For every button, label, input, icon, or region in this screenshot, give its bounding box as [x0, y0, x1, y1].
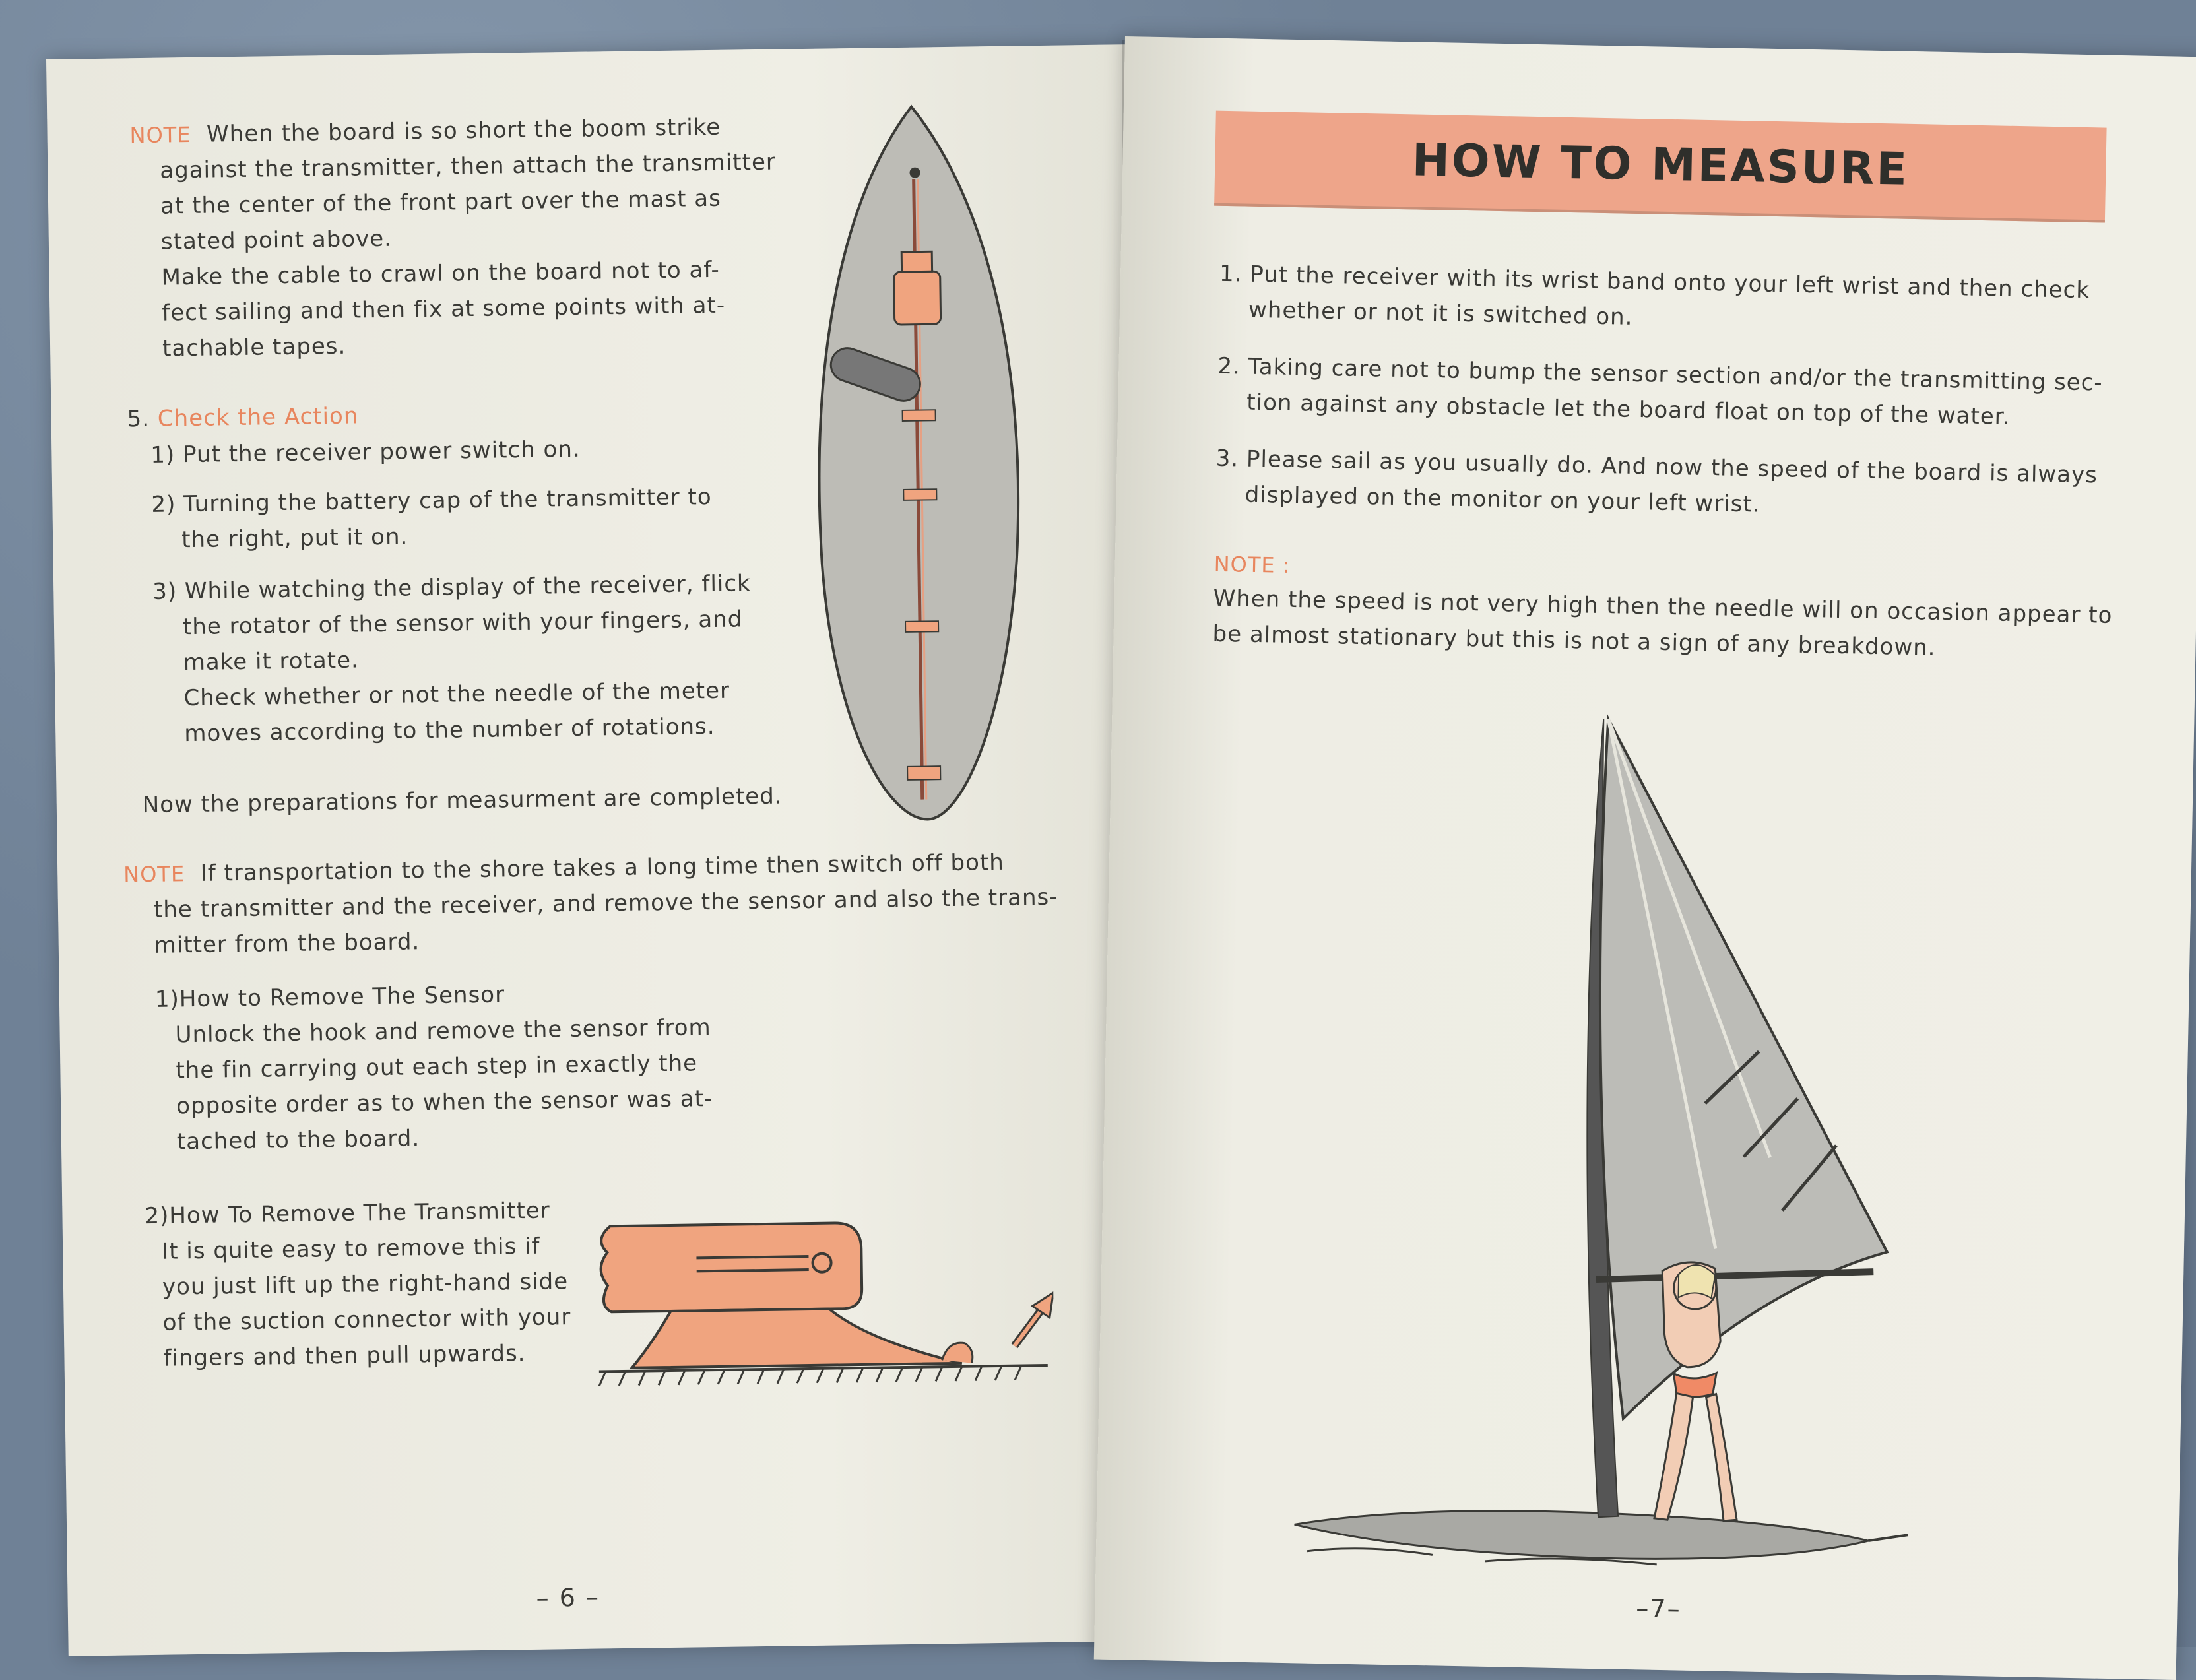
note1-line-1: against the transmitter, then attach the transmitter [160, 148, 777, 184]
remove-sensor-line-3: tached to the board. [176, 1125, 420, 1155]
note2-line-0: NOTE If transportation to the shore takes a long time then switch off both [123, 849, 1005, 888]
step-1-line-0: 1. Put the receiver with its wrist band onto your left wrist and then check [1219, 260, 2090, 304]
note1-line-5: fect sailing and then fix at some points with at- [162, 292, 726, 327]
step5-heading: 5. Check the Action [127, 403, 359, 433]
step5-item-3-line-3: Check whether or not the needle of the meter [183, 677, 730, 712]
step5-item-3-line-4: moves according to the number of rotations. [184, 713, 715, 748]
right-note-label: NOTE : [1213, 551, 1291, 578]
note2-label: NOTE [123, 861, 185, 888]
step5-item-3-line-2: make it rotate. [183, 647, 360, 676]
note1-line-0: NOTE When the board is so short the boom strike [129, 113, 721, 148]
left-page [46, 44, 1157, 1656]
remove-transmitter-title: 2)How To Remove The Transmitter [145, 1197, 550, 1230]
remove-transmitter-line-1: you just lift up the right-hand side [162, 1268, 569, 1301]
remove-transmitter-line-2: of the suction connector with your [162, 1304, 571, 1336]
step-3-line-1: displayed on the monitor on your left wrist. [1244, 481, 1760, 518]
note1-line-6: tachable tapes. [162, 333, 346, 362]
transmitter-suction-illustration [590, 1207, 1054, 1411]
step-3-line-0: 3. Please sail as you usually do. And now the speed of the board is always [1215, 445, 2098, 489]
windsurfer-illustration [1287, 699, 1977, 1609]
step5-item-3-line-0: 3) While watching the display of the receiver, flick [152, 570, 751, 605]
note2-line-1: the transmitter and the receiver, and remove the sensor and also the trans- [153, 884, 1058, 923]
remove-sensor-title: 1)How to Remove The Sensor [154, 981, 505, 1013]
step5-item-3-line-1: the rotator of the sensor with your fingers, and [182, 606, 743, 641]
step-2-line-1: tion against any obstacle let the board float on top of the water. [1246, 389, 2011, 430]
step-1-line-1: whether or not it is switched on. [1248, 296, 1633, 331]
note2-line-2: mitter from the board. [154, 928, 420, 959]
step5-item-1: 1) Put the receiver power switch on. [150, 436, 581, 468]
right-page [1094, 36, 2196, 1680]
step-2-line-0: 2. Taking care not to bump the sensor section and/or the transmitting sec- [1217, 352, 2104, 397]
note1-label: NOTE [129, 121, 191, 148]
note1-line-4: Make the cable to crawl on the board not to af- [161, 256, 721, 291]
surfboard-top-view-illustration [786, 98, 1053, 827]
right-note-line-1: be almost stationary but this is not a sign of any breakdown. [1212, 620, 1936, 661]
left-page-number: – 6 – [536, 1582, 600, 1613]
remove-transmitter-line-3: fingers and then pull upwards. [163, 1340, 526, 1372]
remove-sensor-line-0: Unlock the hook and remove the sensor from [175, 1014, 711, 1049]
right-note-line-0: When the speed is not very high then the needle will on occasion appear to [1213, 585, 2113, 629]
remove-transmitter-line-0: It is quite easy to remove this if [161, 1233, 540, 1265]
page-title: HOW TO MEASURE [1411, 134, 1910, 196]
step5-title: Check the Action [157, 403, 359, 432]
remove-sensor-line-1: the fin carrying out each step in exactly the [176, 1050, 698, 1084]
remove-sensor-line-2: opposite order as to when the sensor was at- [176, 1085, 713, 1120]
note1-line-3: stated point above. [160, 225, 393, 255]
heading-banner [1214, 111, 2107, 223]
preparations-completed: Now the preparations for measurment are completed. [142, 783, 783, 819]
right-page-number: –7– [1635, 1594, 1682, 1624]
note1-line-2: at the center of the front part over the mast as [160, 185, 722, 220]
step5-item-2-line-0: 2) Turning the battery cap of the transmitter to [151, 483, 712, 518]
step5-item-2-line-1: the right, put it on. [181, 523, 408, 554]
